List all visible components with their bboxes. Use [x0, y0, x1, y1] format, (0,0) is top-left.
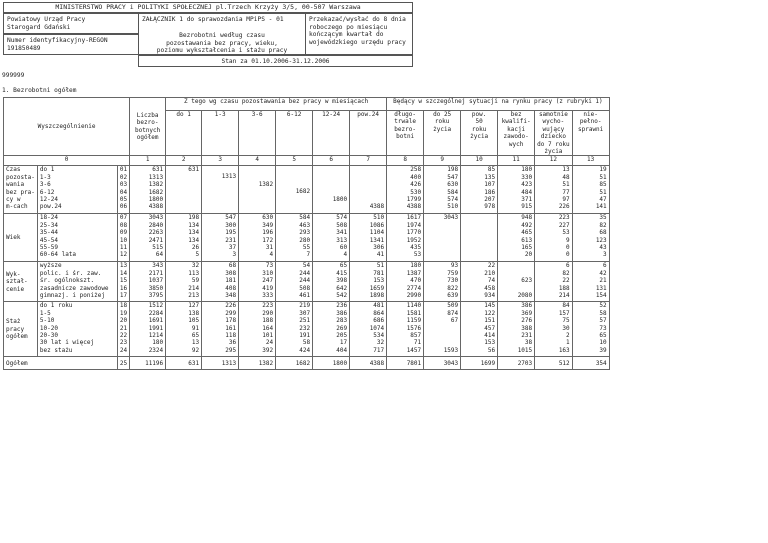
- values-c12: 13 48 51 77 97 226: [535, 166, 573, 214]
- col-number: 0: [4, 156, 130, 166]
- values-c12: 223 227 53 9 0 0: [535, 214, 573, 262]
- total-values: 631 1313 1382 1682 1800 4388: [130, 166, 166, 214]
- table-row-group: [4, 214, 610, 262]
- total-cell: 1382: [239, 357, 276, 370]
- duration-cell: 4388: [350, 166, 387, 214]
- deadline-box: [305, 13, 413, 55]
- total-cell: 7801: [387, 357, 424, 370]
- annex-description: Bezrobotni według czasu pozostawania bez pracy, wieku, poziomu wykształcenia i stażu pracy: [156, 32, 288, 54]
- values-c3: 226 299 178 161 118 36 295: [202, 302, 239, 357]
- values-c2: 127 138 105 91 65 13 92: [166, 302, 202, 357]
- col-number: 10: [461, 156, 498, 166]
- values-c3: 68 308 181 408 348: [202, 262, 239, 302]
- header-title-box: [3, 2, 413, 13]
- annex-box: [138, 13, 306, 55]
- values-c2: 198 134 134 134 26 5: [166, 214, 202, 262]
- col-number: 9: [424, 156, 461, 166]
- values-c9: 509 874 67 1593: [424, 302, 461, 357]
- unemployed-table: [3, 97, 610, 370]
- col-number: 8: [387, 156, 424, 166]
- col-number: 6: [313, 156, 350, 166]
- group-label: Wiek: [4, 214, 38, 262]
- values-c9: 3043: [424, 214, 461, 262]
- duration-cell: 1382: [239, 166, 276, 214]
- row-numbers: 13 14 15 16 17: [117, 262, 129, 302]
- values-c13: 6 42 21 131 154: [572, 262, 609, 302]
- col-number: 12: [535, 156, 573, 166]
- regon-number: Numer identyfikacyjny-REGON 191850489: [7, 37, 108, 52]
- table-row-group: [4, 166, 610, 214]
- values-c7: 51 781 153 1659 1898: [350, 262, 387, 302]
- col-number: 7: [350, 156, 387, 166]
- values-c11: 386 369 276 388 231 38 1015: [498, 302, 535, 357]
- deadline-text: Przekazać/wysłać do 8 dnia roboczego po miesiącu kończącym kwartał do wojewódzkiego urzędu pracy: [309, 16, 406, 46]
- values-c5: 584 463 293 280 55 7: [276, 214, 313, 262]
- col-number: 13: [572, 156, 609, 166]
- col-number: 5: [276, 156, 313, 166]
- values-c13: 35 82 68 123 43 3: [572, 214, 609, 262]
- annex-title: ZAŁĄCZNIK 1 do sprawozdania MPiPS - 01: [142, 16, 284, 23]
- total-values: 3043 2840 2263 2471 515 64: [130, 214, 166, 262]
- row-numbers: 01 02 03 04 05 06: [117, 166, 129, 214]
- group-label: Czas pozosta- wania bez pra- cy w m-cach: [4, 166, 38, 214]
- values-c6: 65 415 398 642 542: [313, 262, 350, 302]
- table-row-group: [4, 262, 610, 302]
- values-c12: 6 82 22 188 214: [535, 262, 573, 302]
- values-c8: 180 1387 470 2774 2990: [387, 262, 424, 302]
- values-c11: 948 492 465 613 165 20: [498, 214, 535, 262]
- total-values: 343 2171 1037 3850 3795: [130, 262, 166, 302]
- values-c7: 481 864 686 1074 534 32 717: [350, 302, 387, 357]
- total-cell: 512: [535, 357, 573, 370]
- sub-labels: wyższe polic. i śr. zaw. śr. ogólnokszt. zasadnicze zawodowe gimnazj. i poniżej: [37, 262, 117, 302]
- regon-box: [3, 34, 139, 55]
- period-box: [138, 55, 413, 67]
- values-c4: 223 290 188 164 101 24 392: [239, 302, 276, 357]
- sub-labels: do 1 roku 1-5 5-10 10-20 20-30 30 lat i więcej bez stażu: [37, 302, 117, 357]
- special-group-header: Będący w szczególnej sytuacji na rynku pracy (z rubryki 1): [387, 98, 610, 111]
- col-header: 3-6: [239, 111, 276, 156]
- duration-cell: 1313: [202, 166, 239, 214]
- total-values: 1512 2284 1691 1991 1214 180 2324: [130, 302, 166, 357]
- total-row-label: Ogółem: [4, 357, 118, 370]
- values-c8: 258 400 426 530 1799 4388: [387, 166, 424, 214]
- duration-cell: 1682: [276, 166, 313, 214]
- total-cell: 631: [166, 357, 202, 370]
- form-code: 999999: [2, 72, 25, 79]
- duration-group-header: Z tego wg czasu pozostawania bez pracy w miesiącach: [166, 98, 387, 111]
- col-number: 3: [202, 156, 239, 166]
- values-c5: 219 307 251 232 191 58 424: [276, 302, 313, 357]
- col-number: 1: [130, 156, 166, 166]
- values-c11: 180 330 423 484 371 915: [498, 166, 535, 214]
- ministry-title: MINISTERSTWO PRACY i POLITYKI SPOŁECZNEJ pl.Trzech Krzyży 3/5, 00-507 Warszawa: [55, 3, 361, 11]
- period-text: Stan za 01.10.2006-31.12.2006: [221, 58, 330, 65]
- total-cell: 1699: [461, 357, 498, 370]
- section-title: 1. Bezrobotni ogółem: [2, 87, 77, 94]
- total-cell: 1682: [276, 357, 313, 370]
- values-c6: 574 508 341 313 60 4: [313, 214, 350, 262]
- total-cell: 1313: [202, 357, 239, 370]
- total-cell: 11196: [130, 357, 166, 370]
- table-row-group: [4, 302, 610, 357]
- office-box: [3, 13, 139, 34]
- values-c4: 73 310 247 419 333: [239, 262, 276, 302]
- values-c13: 19 51 85 51 47 141: [572, 166, 609, 214]
- total-row-number: 25: [117, 357, 129, 370]
- values-c10: 22 210 74 458 934: [461, 262, 498, 302]
- col-number: 11: [498, 156, 535, 166]
- total-row: [4, 357, 610, 370]
- col-header: 1-3: [202, 111, 239, 156]
- duration-cell: 1800: [313, 166, 350, 214]
- values-c6: 236 386 283 269 205 17 404: [313, 302, 350, 357]
- values-c7: 510 1086 1104 1341 306 41: [350, 214, 387, 262]
- values-c2: 32 113 59 214 213: [166, 262, 202, 302]
- col-header: 6-12: [276, 111, 313, 156]
- values-c3: 547 300 195 231 37 3: [202, 214, 239, 262]
- sub-labels: do 1 1-3 3-6 6-12 12-24 pow.24: [37, 166, 117, 214]
- duration-cell: 631: [166, 166, 202, 214]
- desc-header: Wyszczególnienie: [4, 98, 130, 156]
- values-c13: 52 58 57 73 65 10 39: [572, 302, 609, 357]
- values-c10: [461, 214, 498, 262]
- total-cell: 1800: [313, 357, 350, 370]
- col-header: bez kwalifi- kacji zawodo- wych: [498, 111, 535, 156]
- col-header: nie- pełno- sprawni: [572, 111, 609, 156]
- total-cell: 354: [572, 357, 609, 370]
- values-c11: 623 2080: [498, 262, 535, 302]
- values-c9: 93 759 730 822 639: [424, 262, 461, 302]
- total-cell: 2703: [498, 357, 535, 370]
- col-header: do 25 roku życia: [424, 111, 461, 156]
- values-c9: 198 547 630 584 574 510: [424, 166, 461, 214]
- col-header: do 1: [166, 111, 202, 156]
- group-label: Staż pracy ogółem: [4, 302, 38, 357]
- values-c8: 1617 1974 1770 1952 435 53: [387, 214, 424, 262]
- values-c8: 1140 1581 1159 1576 857 71 1457: [387, 302, 424, 357]
- col-header: 12-24: [313, 111, 350, 156]
- col-number: 4: [239, 156, 276, 166]
- values-c5: 54 244 244 508 461: [276, 262, 313, 302]
- total-cell: 3043: [424, 357, 461, 370]
- values-c4: 630 349 196 172 31 4: [239, 214, 276, 262]
- col-number: 2: [166, 156, 202, 166]
- row-numbers: 18 19 20 21 22 23 24: [117, 302, 129, 357]
- row-numbers: 07 08 09 10 11 12: [117, 214, 129, 262]
- col-header: samotnie wycho- wujący dziecko do 7 roku życia: [535, 111, 573, 156]
- values-c10: 145 122 151 457 414 153 56: [461, 302, 498, 357]
- col-header: długo- trwale bezro- botni: [387, 111, 424, 156]
- total-cell: 4388: [350, 357, 387, 370]
- sub-labels: 18-24 25-34 35-44 45-54 55-59 60-64 lata: [37, 214, 117, 262]
- values-c10: 85 135 107 186 207 978: [461, 166, 498, 214]
- office-name: Powiatowy Urząd Pracy Starogard Gdański: [7, 16, 86, 31]
- col-header: pow. 50 roku życia: [461, 111, 498, 156]
- total-header: Liczba bezro- botnych ogółem: [130, 98, 166, 156]
- values-c12: 84 157 75 30 2 1 163: [535, 302, 573, 357]
- group-label: Wyk- ształ- cenie: [4, 262, 38, 302]
- col-header: pow.24: [350, 111, 387, 156]
